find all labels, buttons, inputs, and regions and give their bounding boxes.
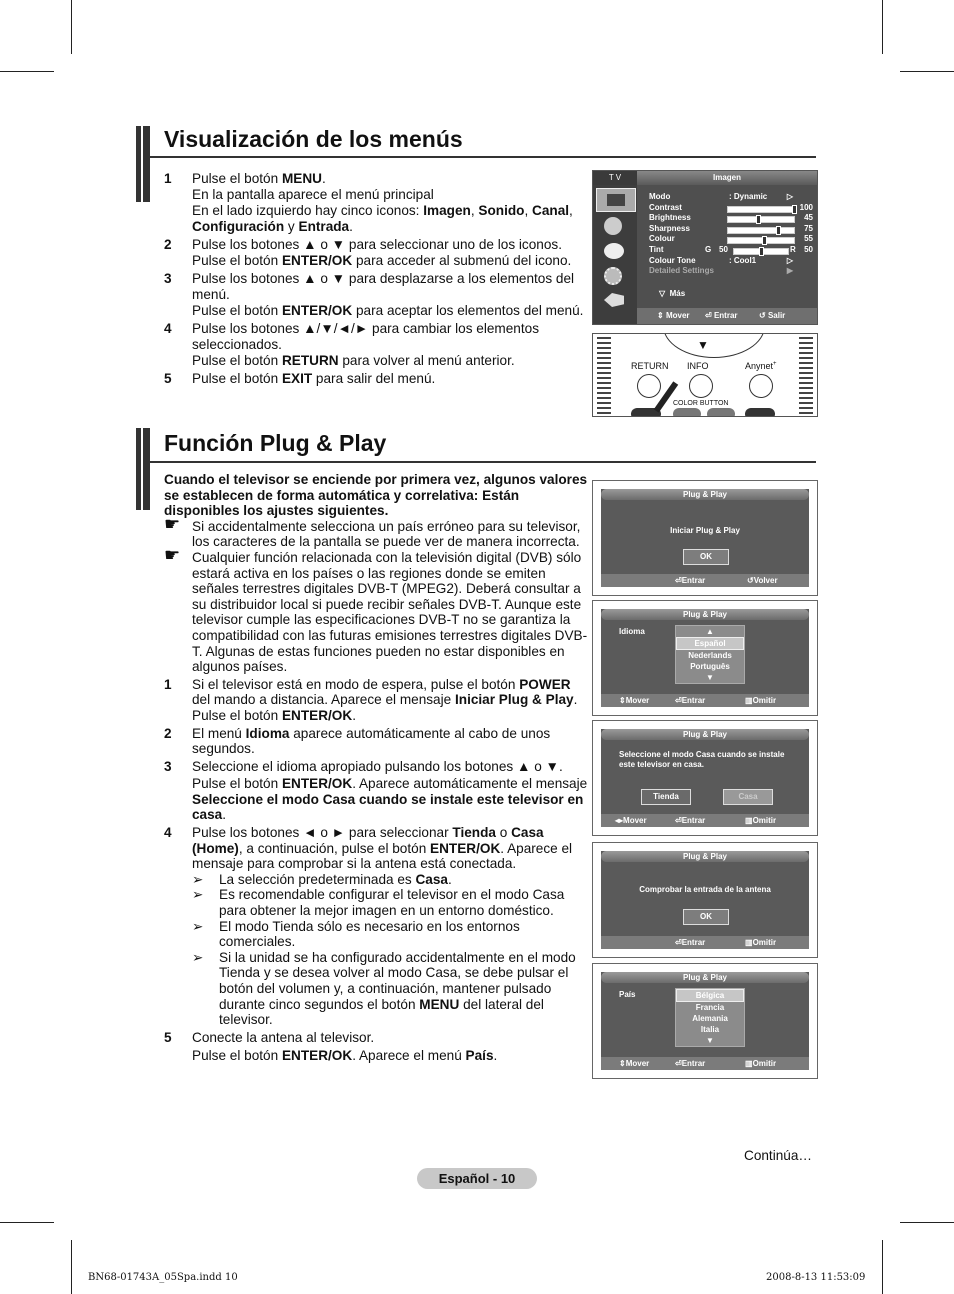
text: para aceptar los elementos del menú. — [352, 303, 584, 318]
blue-button[interactable] — [745, 408, 775, 417]
osd-footer — [601, 936, 809, 949]
label: Omitir — [752, 816, 777, 825]
tv-menu-screen — [592, 170, 818, 325]
section-rule — [150, 156, 816, 158]
text: Pulse los botones ▲/▼/◄/► para cambiar los elementos seleccionados. — [192, 321, 539, 352]
label: Detailed Settings — [649, 266, 714, 276]
crop-mark — [900, 1222, 954, 1223]
value: : Cool1 — [729, 255, 757, 265]
label: Omitir — [752, 1059, 777, 1068]
crop-mark — [900, 71, 954, 72]
step-number: 3 — [164, 271, 172, 286]
osd-title: Plug & Play — [601, 489, 809, 500]
label: Mover — [625, 696, 650, 705]
yellow-button[interactable] — [707, 408, 735, 417]
text: aparece automáticamente al cabo de unos segundos. — [192, 725, 551, 757]
osd-language — [592, 600, 818, 716]
text: Conecte la antena al televisor. — [192, 1029, 375, 1045]
text: Pulse el botón — [192, 171, 282, 186]
menu-title: Imagen — [637, 171, 817, 185]
label: Sharpness — [649, 223, 690, 233]
crop-mark — [71, 0, 72, 54]
label: Omitir — [752, 938, 777, 947]
text: Pulse los botones ▲ o ▼ para desplazarse a los elementos del menú. — [192, 271, 575, 302]
move-hint: ◂▸ Mover — [615, 816, 647, 825]
text: Configuración — [192, 219, 285, 234]
back-hint: ↺ Volver — [747, 576, 778, 585]
channel-icon[interactable] — [604, 243, 624, 259]
store-button[interactable]: Tienda — [641, 789, 691, 805]
tv-label: T V — [593, 171, 637, 185]
label: Volver — [753, 576, 778, 585]
osd-footer — [601, 574, 809, 587]
text: . Aparece el mensaje para comprobar si la antena está conectada. — [192, 840, 573, 872]
text: Pulse el botón — [192, 776, 282, 792]
text: para volver al menú anterior. — [338, 353, 515, 368]
up-arrow-icon[interactable]: ▲ — [706, 627, 714, 636]
edge-pattern — [799, 334, 813, 416]
skip-hint: ▥ Omitir — [745, 816, 777, 825]
picture-icon[interactable] — [596, 188, 636, 212]
list-option[interactable]: Alemania — [692, 1014, 728, 1023]
menu-item[interactable] — [649, 192, 813, 203]
enter-hint: ⏎ Entrar — [675, 576, 706, 585]
info-button[interactable] — [689, 374, 713, 398]
text: ENTER/OK — [430, 840, 501, 856]
osd-antenna — [592, 842, 818, 958]
hand-pointer-icon: ☛ — [164, 544, 181, 565]
list-option[interactable]: Português — [690, 662, 730, 671]
text: ENTER/OK — [281, 776, 353, 792]
skip-hint: ▥ Omitir — [745, 696, 777, 705]
value: 50 — [719, 244, 728, 254]
osd-title: Plug & Play — [601, 729, 809, 740]
text: Pulse los botones ▲ o ▼ para seleccionar uno de los iconos. — [192, 237, 562, 252]
label: Mover — [623, 816, 647, 825]
text: . — [447, 871, 452, 887]
instructions-plug-play — [164, 472, 588, 1064]
text: Es recomendable configurar el televisor en el modo Casa para obtener la mejor imagen en un entorno doméstico. — [219, 887, 565, 919]
text: Pulse el botón — [192, 371, 282, 386]
green-button[interactable] — [673, 408, 701, 417]
text: para acceder al submenú del icono. — [352, 253, 572, 268]
anynet-label: Anynet+ — [745, 361, 777, 371]
section-title: Función Plug & Play — [164, 430, 387, 456]
country-list — [675, 988, 745, 1047]
menu-item[interactable] — [649, 245, 813, 256]
skip-hint: ▥ Omitir — [745, 938, 777, 947]
text: Imagen — [423, 203, 471, 218]
move-hint: ⇕ Mover — [619, 1059, 650, 1068]
text: , — [569, 203, 573, 218]
down-arrow-icon[interactable]: ▼ — [706, 673, 714, 682]
enter-hint — [705, 308, 738, 324]
text: , a continuación, pulse el botón — [238, 840, 431, 856]
down-arrow-icon[interactable]: ▼ — [706, 1036, 714, 1045]
value: 45 — [804, 213, 813, 223]
exit-hint — [759, 308, 785, 324]
osd-title: Plug & Play — [601, 609, 809, 620]
note-text: Si accidentalmente selecciona un país erróneo para su televisor, los caracteres de la pantalla se puede ver de manera incorrecta. — [192, 518, 581, 550]
page-number: Español - 10 — [417, 1168, 537, 1189]
text: Seleccione el modo Casa cuando se instale este televisor en casa — [192, 791, 584, 823]
updown-icon: ⇕ — [657, 311, 664, 320]
value: R — [790, 244, 796, 254]
text: ENTER/OK — [281, 253, 353, 268]
osd-title: Plug & Play — [601, 972, 809, 983]
text: Pulse el botón — [192, 303, 282, 318]
text: . — [222, 807, 227, 823]
value: : Dynamic — [729, 192, 768, 201]
continue-text: Continúa… — [744, 1148, 813, 1163]
skip-hint: ▥ Omitir — [745, 1059, 777, 1068]
label: Brightness — [649, 213, 691, 223]
text: . — [349, 219, 353, 234]
menu-item[interactable] — [649, 266, 813, 277]
text: y — [284, 219, 299, 234]
menu-item[interactable] — [649, 213, 813, 224]
return-label: RETURN — [631, 361, 669, 371]
section-bar — [136, 428, 150, 510]
list-option[interactable]: Francia — [695, 1003, 725, 1012]
menu-item[interactable] — [649, 256, 813, 267]
text: Si el televisor está en modo de espera, pulse el botón — [192, 676, 520, 692]
label: Mover — [625, 1059, 650, 1068]
text: MENU — [281, 171, 322, 186]
arrow-icon: ➢ — [192, 918, 204, 934]
menu-footer — [637, 308, 817, 324]
text: , — [470, 203, 479, 218]
file-info: BN68-01743A_05Spa.indd 10 — [88, 1272, 238, 1283]
text: Entrada — [298, 219, 350, 234]
color-button-label: COLOR BUTTON — [673, 400, 729, 407]
osd-footer — [601, 814, 809, 827]
label: Entrar — [681, 1059, 706, 1068]
osd-message: Comprobar la entrada de la antena — [639, 885, 771, 894]
label: Entrar — [681, 576, 706, 585]
step-number: 2 — [164, 237, 172, 252]
hand-pointer-icon: ☛ — [164, 513, 181, 534]
slider-bar — [727, 216, 795, 223]
osd-footer — [601, 694, 809, 707]
return-icon: ↺ — [759, 311, 766, 320]
text: Si la unidad se ha configurado accidentalmente en el modo Tienda y se desea volver al modo Casa, se debe pulsar el botón del volumen y, a continuación, mantener pulsado durante cinco segundos el botón — [219, 949, 576, 1012]
osd-mode — [592, 720, 818, 836]
menu-items — [649, 192, 813, 277]
enter-hint: ⏎ Entrar — [675, 1059, 706, 1068]
text: Pulse los botones ◄ o ► para seleccionar — [192, 825, 453, 841]
step-number: 1 — [164, 676, 172, 692]
slider-bar — [733, 248, 789, 255]
label: Entrar — [681, 696, 706, 705]
dpad[interactable] — [663, 333, 765, 358]
text: . — [321, 171, 326, 186]
text: . Aparece el menú — [352, 1048, 466, 1064]
text: Sonido — [478, 203, 525, 218]
intro-text: Cuando el televisor se enciende por primera vez, algunos valores se establecen de forma automática y correlativa: Están disponibles los ajustes siguientes. — [164, 472, 588, 519]
enter-hint: ⏎ Entrar — [675, 816, 706, 825]
sound-icon[interactable] — [604, 217, 622, 235]
text: o — [495, 825, 512, 841]
arrow-icon: ➢ — [192, 949, 204, 965]
crop-mark — [882, 0, 883, 54]
osd-footer — [601, 1057, 809, 1070]
setup-icon[interactable] — [604, 267, 622, 285]
text: Pulse el botón — [192, 353, 282, 368]
crop-mark — [0, 1222, 54, 1223]
enter-hint: ⏎ Entrar — [675, 938, 706, 947]
text: MENU — [419, 996, 460, 1012]
crop-mark — [882, 1240, 883, 1294]
text: Iniciar Plug & Play — [454, 692, 574, 708]
text: Canal — [532, 203, 570, 218]
anynet-button[interactable] — [749, 374, 773, 398]
text: . — [493, 1048, 498, 1064]
text: . Aparece automáticamente el mensaje — [352, 776, 588, 792]
slider-bar — [727, 206, 795, 213]
text: País — [465, 1048, 494, 1064]
section-title: Visualización de los menús — [164, 126, 463, 152]
text: POWER — [519, 676, 571, 692]
label: Entrar — [713, 311, 738, 320]
input-icon[interactable] — [604, 293, 624, 307]
text: El menú — [192, 725, 246, 741]
text: para salir del menú. — [312, 371, 436, 386]
text: ENTER/OK — [281, 1048, 353, 1064]
text: Pulse el botón — [192, 253, 282, 268]
arrow-icon: ▶ — [786, 266, 793, 276]
text: EXIT — [281, 371, 313, 386]
arrow-icon: ➢ — [192, 871, 204, 887]
label: Contrast — [649, 202, 682, 212]
text: En la pantalla aparece el menú principal — [192, 187, 434, 202]
text: . — [352, 707, 356, 723]
text: del lateral del televisor. — [219, 996, 544, 1028]
text: Seleccione el idioma apropiado pulsando los botones ▲ o ▼. — [192, 758, 563, 774]
label: Mover — [665, 311, 690, 320]
text: Pulse el botón — [192, 707, 282, 723]
osd-country — [592, 963, 818, 1079]
text: Pulse el botón — [192, 1048, 282, 1064]
menu-item[interactable] — [649, 203, 813, 214]
text: En el lado izquierdo hay cinco iconos: — [192, 203, 424, 218]
crop-mark — [71, 1240, 72, 1294]
list-option[interactable]: Español — [676, 637, 744, 650]
slider-bar — [727, 237, 795, 244]
osd-label: País — [619, 990, 636, 999]
osd-label: Idioma — [619, 627, 645, 636]
home-button[interactable]: Casa — [723, 789, 773, 805]
label: Colour — [649, 234, 675, 244]
menu-item[interactable] — [649, 224, 813, 235]
section-bar — [136, 126, 150, 202]
step-number: 1 — [164, 171, 172, 186]
enter-icon: ⏎ — [705, 311, 712, 320]
step-number: 4 — [164, 321, 172, 336]
remote-illustration — [592, 333, 818, 417]
value: 75 — [804, 223, 813, 233]
text: Idioma — [245, 725, 290, 741]
edge-pattern — [597, 334, 611, 416]
step-number: 5 — [164, 371, 172, 386]
arrow-icon: ▷ — [786, 192, 793, 201]
slider-bar — [727, 227, 795, 234]
ok-button[interactable]: OK — [683, 549, 729, 565]
osd-message: Seleccione el modo Casa cuando se instale este televisor en casa. — [619, 750, 785, 769]
print-date: 2008-8-13 11:53:09 — [766, 1272, 866, 1283]
text: , — [524, 203, 533, 218]
label: Tint — [649, 244, 664, 254]
text: Casa (Home) — [192, 825, 544, 856]
label: Modo — [649, 192, 671, 201]
arrow-icon: ▷ — [786, 255, 793, 265]
return-button[interactable] — [637, 374, 661, 398]
down-arrow-icon: ▽ — [659, 289, 666, 298]
language-list — [675, 625, 745, 684]
list-option[interactable]: Nederlands — [688, 651, 732, 660]
list-option[interactable]: Italia — [700, 1025, 720, 1034]
menu-item[interactable] — [649, 234, 813, 245]
step-number: 3 — [164, 758, 172, 774]
down-arrow-icon: ▼ — [697, 338, 709, 352]
text: La selección predeterminada es — [219, 871, 416, 887]
label: Salir — [767, 311, 786, 320]
label: Entrar — [681, 938, 706, 947]
step-number: 4 — [164, 825, 172, 841]
info-label: INFO — [687, 361, 709, 371]
osd-message: Iniciar Plug & Play — [670, 526, 740, 535]
text: del mando a distancia. Aparece el mensaje — [192, 692, 455, 708]
move-hint — [657, 308, 690, 324]
label: Entrar — [681, 816, 706, 825]
text: ENTER/OK — [281, 303, 353, 318]
instructions-menu — [164, 171, 588, 387]
note-text: Cualquier función relacionada con la televisión digital (DVB) sólo estará activa en los países o las regiones donde se emiten señales terrestres digitales DVB-T (MPEG2). Deberá consultar a su distribuidor local si puede recibir señales DVB-T. Aunque este televisor cumple las especificaciones DVB-T no se garantiza la compatibilidad con las futuras emisiones terrestres digitales DVB-T. Algunas de estas funciones pueden no estar disponibles en algunos países. — [192, 549, 588, 675]
value: 50 — [804, 244, 813, 254]
ok-button[interactable]: OK — [683, 909, 729, 925]
list-option[interactable]: Bélgica — [676, 989, 744, 1002]
text: Anynet — [745, 361, 774, 371]
text: RETURN — [281, 353, 339, 368]
move-hint: ⇕ Mover — [619, 696, 650, 705]
section-rule — [150, 461, 816, 463]
step-number: 2 — [164, 725, 172, 741]
text: ENTER/OK — [281, 707, 353, 723]
text: Casa — [415, 871, 448, 887]
value: 55 — [804, 234, 813, 244]
value: G — [705, 244, 712, 254]
label: Colour Tone — [649, 255, 696, 265]
crop-mark — [0, 71, 54, 72]
text: Tienda — [452, 825, 496, 841]
value: 100 — [799, 202, 813, 212]
text: El modo Tienda sólo es necesario en los entornos comerciales. — [219, 918, 520, 950]
step-number: 5 — [164, 1029, 172, 1045]
arrow-icon: ➢ — [192, 887, 204, 903]
more-item[interactable] — [659, 289, 685, 298]
osd-title: Plug & Play — [601, 851, 809, 862]
label: Omitir — [752, 696, 777, 705]
osd-start-plug-play — [592, 480, 818, 596]
text: . — [573, 692, 578, 708]
enter-hint: ⏎ Entrar — [675, 696, 706, 705]
label: Más — [669, 289, 686, 298]
icon-column — [593, 185, 637, 324]
